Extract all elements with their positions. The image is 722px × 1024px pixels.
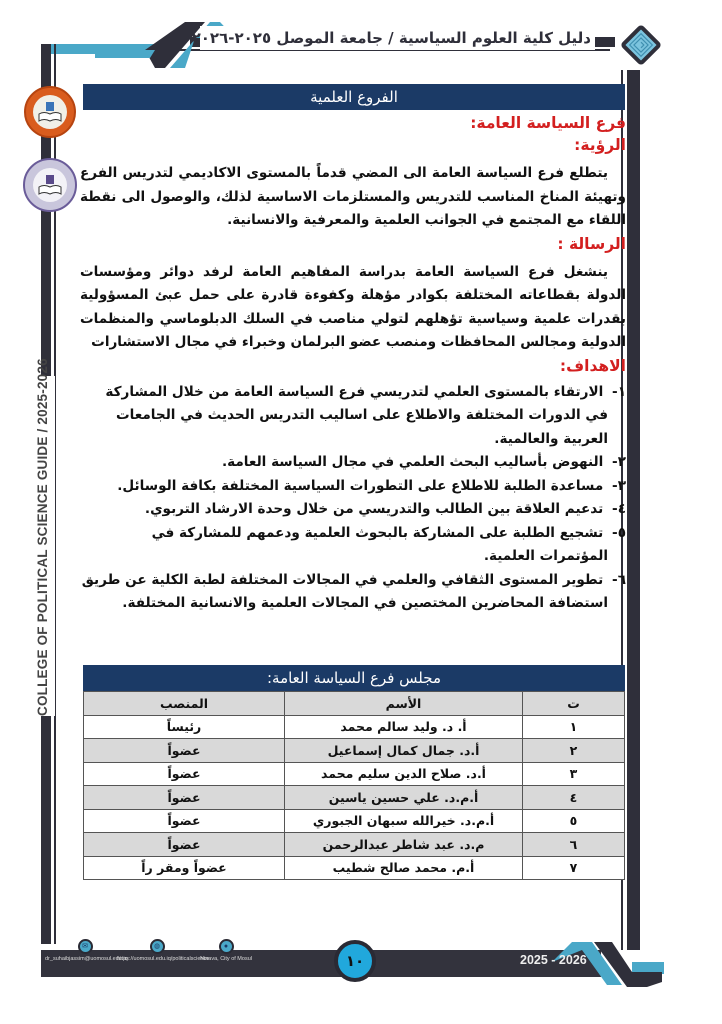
column-header-role: المنصب: [84, 692, 285, 716]
goal-item: ٥- تشجيع الطلبة على المشاركة بالبحوث العلمية ودعمهم للمشاركة في المؤتمرات العلمية.: [151, 524, 626, 564]
college-logo: [23, 158, 77, 212]
frame-right-border: [627, 70, 640, 950]
contact-website[interactable]: ◍ https://uomosul.edu.iq/politicalscience: [117, 939, 197, 963]
goals-heading: الاهداف:: [559, 356, 626, 375]
column-header-name: الأسم: [285, 692, 523, 716]
section-banner: الفروع العلمية: [83, 84, 625, 110]
contact-email[interactable]: ✉ dr_suhaibjassim@uomosul.edu.iq: [45, 939, 125, 963]
goal-item: ١- الارتقاء بالمستوى العلمي لتدريسي فرع السياسة العامة من خلال المشاركة في الدورات المختلفة والاطلاع على اساليب التدريس الحديث في الجامعات العربية والعالمية.: [105, 383, 626, 447]
contact-location[interactable]: ● Ninava, City of Mosul: [186, 939, 266, 963]
mission-heading: الرسالة :: [557, 234, 626, 253]
table-row: ٥ أ.م.د. خيرالله سبهان الجبوري عضواً: [84, 809, 625, 833]
vision-text: يتطلع فرع السياسة العامة الى المضي قدماً بالمستوى الاكاديمي لتدريس الفرع وتهيئة المناخ المناسب للتدريس والمستلزمات الاساسية لذلك، والوصول الى نقطة اللقاء مع المجتمع في الجوانب العلمية والمعرفية والانسانية.: [80, 165, 626, 228]
goal-item: ٢- النهوض بأساليب البحث العلمي في مجال السياسة العامة.: [221, 454, 626, 470]
branch-title: فرع السياسة العامة:: [470, 114, 626, 132]
table-row: ٤ أ.م.د. علي حسين ياسين عضواً: [84, 786, 625, 810]
globe-icon: ◍: [150, 939, 165, 954]
table-row: ٧ أ.م. محمد صالح شطيب عضواً ومقر راً: [84, 856, 625, 880]
book-emblem-icon: [33, 95, 67, 129]
vertical-guide-label: COLLEGE OF POLITICAL SCIENCE GUIDE / 2025-2026: [35, 376, 55, 716]
university-logo: [24, 86, 76, 138]
table-row: ٣ أ.د. صلاح الدين سليم محمد عضواً: [84, 762, 625, 786]
footer-year: 2025 - 2026: [520, 953, 587, 967]
column-header-number: ت: [523, 692, 625, 716]
page-number-badge: ١٠: [334, 940, 376, 982]
calligraphy-diamond-logo-icon: [618, 22, 664, 68]
table-row: ٢ أ.د. جمال كمال إسماعيل عضواً: [84, 739, 625, 763]
email-icon: ✉: [78, 939, 93, 954]
council-table: [83, 691, 625, 880]
goal-item: ٦- تطوير المستوى الثقافي والعلمي في المجالات المختلفة لطبة الكلية عن طريق استضافة المحاضرين المختصين في المجالات العلمية والانسانية المختلفة.: [81, 571, 626, 611]
table-header-row: [84, 692, 625, 716]
document-header-title: دليل كلية العلوم السياسية / جامعة الموصل ٢٠٢٥-٢٠٢٦: [200, 26, 595, 50]
table-row: ١ أ. د. وليد سالم محمد رئيساً: [84, 715, 625, 739]
goal-item: ٤- تدعيم العلاقة بين الطالب والتدريسي من خلال وحدة الارشاد التربوي.: [144, 501, 626, 517]
goal-item: ٣- مساعدة الطلبة للاطلاع على التطورات السياسية المختلفة بكافة الوسائل.: [117, 477, 626, 494]
book-emblem-icon: [33, 168, 67, 202]
table-row: ٦ م.د. عبد شاطر عبدالرحمن عضواً: [84, 833, 625, 857]
goals-list: [80, 381, 626, 616]
mission-text: ينشغل فرع السياسة العامة بدراسة المفاهيم العامة لرفد دوائر ومؤسسات الدولة بقطاعاته المختلفة بكوادر مؤهلة وكفوءة قادرة على حمل عبئ المسؤولية بقدرات علمية وسياسية تؤهلهم لتولي مناصب في السلك الدبلوماسي والمنظمات الدولية ومجالس المحافظات ومنصب عضو البرلمان وخبراء في مجال الاستشارات: [80, 263, 626, 350]
vision-heading: الرؤية:: [574, 136, 626, 154]
branch-content: [80, 112, 626, 616]
location-pin-icon: ●: [219, 939, 234, 954]
council-banner: مجلس فرع السياسة العامة:: [83, 665, 625, 691]
